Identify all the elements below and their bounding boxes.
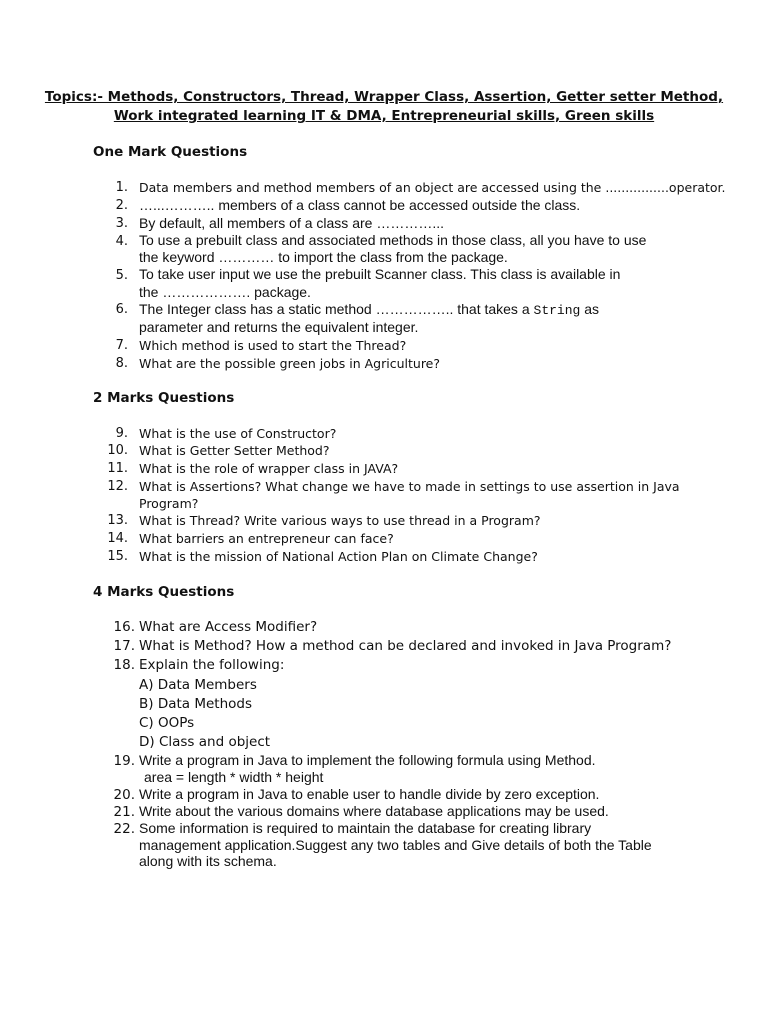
- q12-text-line-1: What is Assertions? What change we have to made in settings to use assertion in Java: [139, 479, 680, 494]
- title-line-2: Work integrated learning IT & DMA, Entrepreneurial skills, Green skills: [113, 108, 655, 124]
- q4-number: 4.: [115, 234, 128, 249]
- q21-text: Write about the various domains where database applications may be used.: [139, 803, 609, 819]
- q11-number: 11.: [107, 461, 128, 476]
- q5-text-line-2: the ………………. package.: [139, 284, 311, 300]
- q19-number: 19.: [113, 753, 135, 769]
- q3-number: 3.: [115, 216, 128, 231]
- q14-text: What barriers an entrepreneur can face?: [139, 531, 394, 546]
- q6-code: String: [533, 303, 581, 318]
- q18-option-a: A) Data Members: [139, 677, 257, 693]
- q5-number: 5.: [115, 268, 128, 283]
- q4-text-line-1: To use a prebuilt class and associated methods in those class, all you have to use: [139, 232, 647, 248]
- q22-text-line-2: management application.Suggest any two tables and Give details of both the Table: [139, 837, 652, 853]
- q18-option-d: D) Class and object: [139, 734, 271, 750]
- q21-number: 21.: [113, 804, 135, 820]
- q7-number: 7.: [115, 338, 128, 353]
- q17-number: 17.: [113, 638, 135, 654]
- title-line-1: Topics:- Methods, Constructors, Thread, Wrapper Class, Assertion, Getter setter Method,: [44, 89, 724, 105]
- q20-number: 20.: [113, 787, 135, 803]
- q16-text: What are Access Modifier?: [139, 619, 318, 635]
- q19-formula: area = length * width * height: [144, 769, 324, 785]
- section-four-marks: 4 Marks Questions: [93, 584, 235, 600]
- q18-option-c: C) OOPs: [139, 715, 195, 731]
- q2-text: …...……….. members of a class cannot be accessed outside the class.: [139, 197, 581, 213]
- q9-text: What is the use of Constructor?: [139, 426, 337, 441]
- q15-number: 15.: [107, 549, 128, 564]
- q10-text: What is Getter Setter Method?: [139, 443, 330, 458]
- q14-number: 14.: [107, 531, 128, 546]
- q4-text-line-2: the keyword ………… to import the class from the package.: [139, 249, 508, 265]
- q18-number: 18.: [113, 657, 135, 673]
- q18-option-b: B) Data Methods: [139, 696, 253, 712]
- q9-number: 9.: [115, 426, 128, 441]
- q18-text: Explain the following:: [139, 657, 285, 673]
- q13-number: 13.: [107, 513, 128, 528]
- section-two-marks: 2 Marks Questions: [93, 390, 235, 406]
- q19-text-line-1: Write a program in Java to implement the following formula using Method.: [139, 752, 596, 768]
- q17-text: What is Method? How a method can be declared and invoked in Java Program?: [139, 638, 672, 654]
- q2-number: 2.: [115, 198, 128, 213]
- q6-text-line-1: [139, 301, 599, 318]
- q20-text: Write a program in Java to enable user to handle divide by zero exception.: [139, 786, 600, 802]
- q1-text: Data members and method members of an object are accessed using the ................operator.: [139, 180, 726, 195]
- q13-text: What is Thread? Write various ways to use thread in a Program?: [139, 513, 541, 528]
- q22-text-line-1: Some information is required to maintain the database for creating library: [139, 820, 592, 836]
- q22-number: 22.: [113, 821, 135, 837]
- q8-text: What are the possible green jobs in Agriculture?: [139, 356, 441, 371]
- q3-text: By default, all members of a class are …………...: [139, 215, 444, 231]
- q15-text: What is the mission of National Action Plan on Climate Change?: [139, 549, 538, 564]
- q11-text: What is the role of wrapper class in JAVA?: [139, 461, 399, 476]
- q5-text-line-1: To take user input we use the prebuilt Scanner class. This class is available in: [139, 266, 621, 282]
- q16-number: 16.: [113, 619, 135, 635]
- q12-number: 12.: [107, 479, 128, 494]
- section-one-mark: One Mark Questions: [93, 144, 248, 160]
- q6-text-pre: The Integer class has a static method …………….. that takes a: [139, 301, 534, 317]
- q6-text-post: as: [580, 301, 600, 317]
- q7-text: Which method is used to start the Thread?: [139, 338, 407, 353]
- q10-number: 10.: [107, 443, 128, 458]
- q22-text-line-3: along with its schema.: [139, 853, 277, 869]
- q1-number: 1.: [115, 180, 128, 195]
- q8-number: 8.: [115, 356, 128, 371]
- q6-number: 6.: [115, 302, 128, 317]
- q12-text-line-2: Program?: [139, 496, 199, 511]
- q6-text-line-2: parameter and returns the equivalent integer.: [139, 319, 419, 335]
